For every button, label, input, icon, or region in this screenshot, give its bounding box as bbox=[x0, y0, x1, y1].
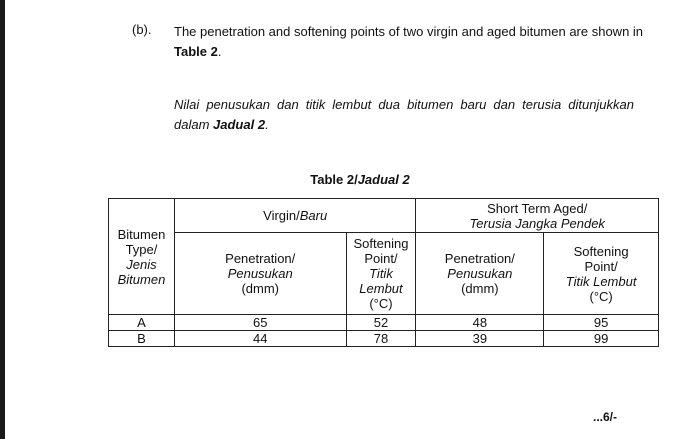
cell-virgin-softening: 78 bbox=[346, 331, 416, 347]
table-row bbox=[109, 331, 659, 347]
header-virgin: Virgin/Baru bbox=[174, 199, 416, 233]
header-bitumen-type: Bitumen Type/ Jenis Bitumen bbox=[109, 199, 175, 315]
page-footer: ...6/- bbox=[593, 410, 618, 424]
cell-aged-softening: 99 bbox=[544, 331, 659, 347]
cell-type: B bbox=[109, 331, 175, 347]
bitumen-properties-table bbox=[108, 198, 659, 347]
cell-virgin-softening: 52 bbox=[346, 315, 416, 331]
header-virgin-softening: Softening Point/ Titik Lembut (°C) bbox=[346, 233, 416, 315]
question-text-ms: Nilai penusukan dan titik lembut dua bitumen baru dan terusia ditunjukkan dalam Jadual 2. bbox=[174, 97, 634, 132]
table-caption: Table 2/Jadual 2 bbox=[310, 172, 410, 187]
question-label: (b). bbox=[132, 22, 152, 37]
header-aged-softening: Softening Point/ Titik Lembut (°C) bbox=[544, 233, 659, 315]
table-ref-ms: Jadual 2 bbox=[213, 117, 266, 132]
cell-aged-penetration: 39 bbox=[416, 331, 544, 347]
cell-virgin-penetration: 44 bbox=[174, 331, 346, 347]
cell-virgin-penetration: 65 bbox=[174, 315, 346, 331]
header-aged-penetration: Penetration/ Penusukan (dmm) bbox=[416, 233, 544, 315]
cell-type: A bbox=[109, 315, 175, 331]
table-ref-en: Table 2 bbox=[174, 44, 218, 59]
cell-aged-softening: 95 bbox=[544, 315, 659, 331]
table-row bbox=[109, 315, 659, 331]
page-edge bbox=[0, 0, 5, 439]
cell-aged-penetration: 48 bbox=[416, 315, 544, 331]
question-text-en: The penetration and softening points of two virgin and aged bitumen are shown in Table 2. bbox=[174, 24, 644, 59]
header-short-term-aged: Short Term Aged/ Terusia Jangka Pendek bbox=[416, 199, 659, 233]
header-virgin-penetration: Penetration/ Penusukan (dmm) bbox=[174, 233, 346, 315]
